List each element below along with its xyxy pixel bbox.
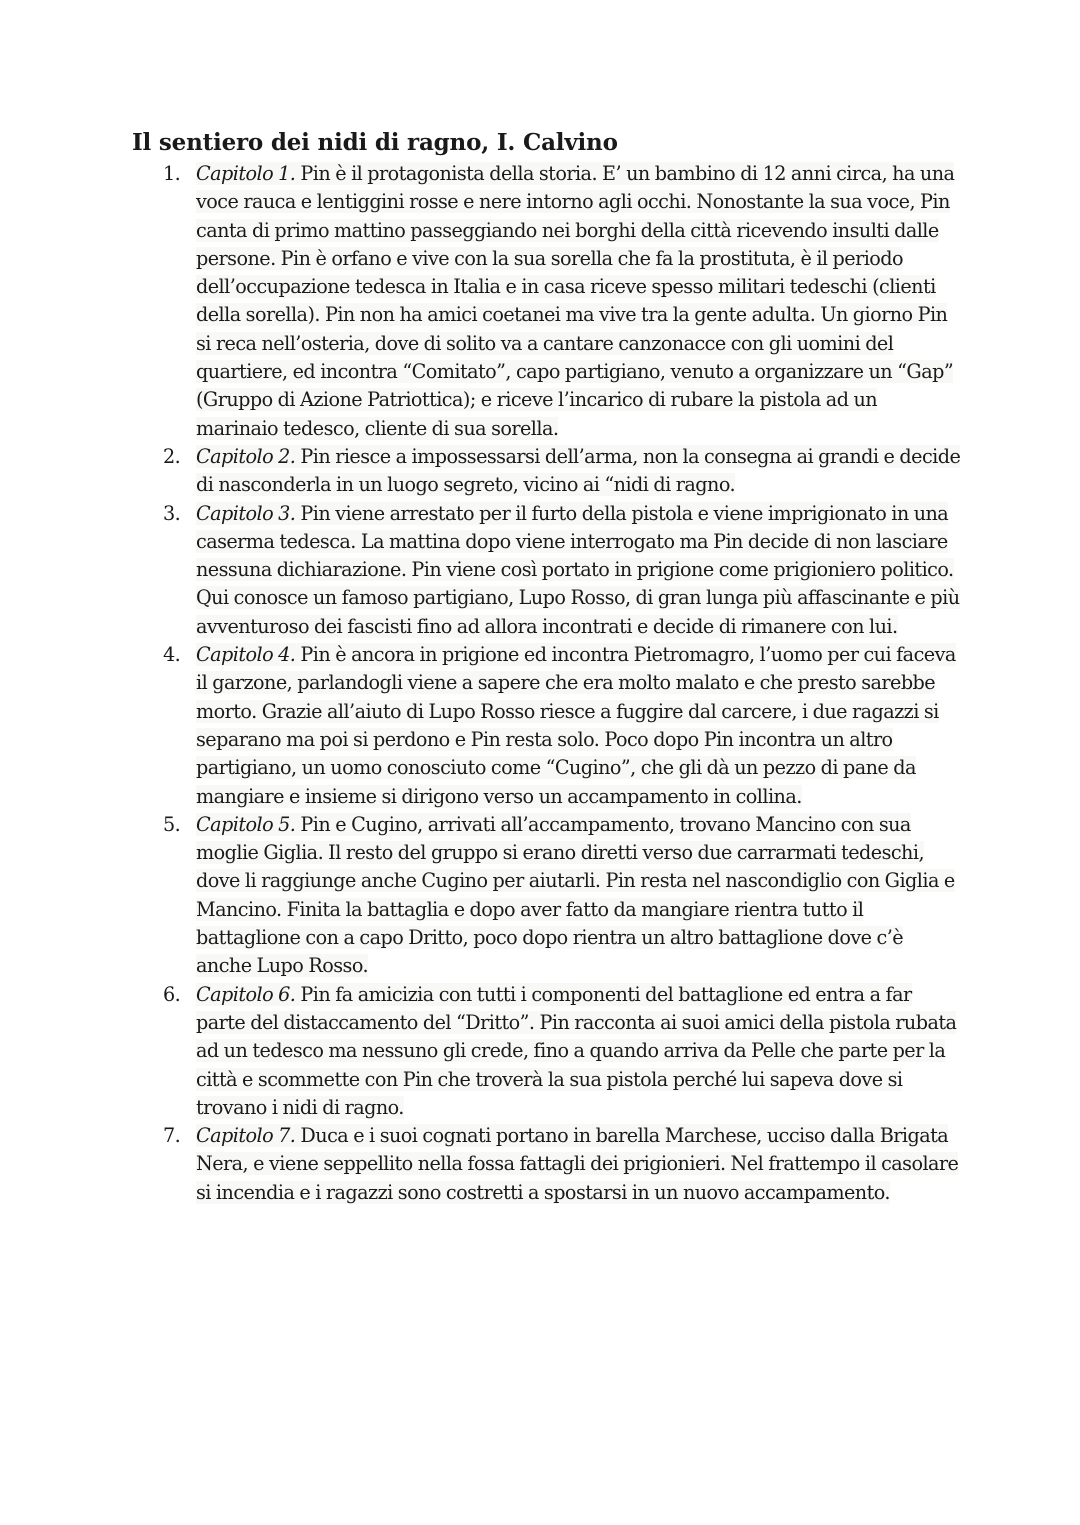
- chapter-item: [132, 641, 962, 811]
- chapter-item: [132, 811, 962, 981]
- chapter-heading: Capitolo 6.: [196, 982, 296, 1006]
- chapter-number: 2.: [163, 444, 181, 468]
- chapter-heading: Capitolo 1.: [196, 162, 296, 185]
- chapter-summary: Pin viene arrestato per il furto della pistola e viene imprigionato in una caserma tedesca. La mattina dopo viene interrogato ma Pin decide di non lasciare nessuna dichiarazione. Pin viene così portato in prigione come prigioniero politico. Qui conosce un famoso partigiano, Lupo Rosso, di gran lunga più affascinante e più avventuroso dei fascisti fino ad allora incontrati e decide di rimanere con lui.: [196, 501, 960, 638]
- chapter-summary: Duca e i suoi cognati portano in barella Marchese, ucciso dalla Brigata Nera, e viene seppellito nella fossa fattagli dei prigionieri. Nel frattempo il casolare si incendia e i ragazzi sono costretti a spostarsi in un nuovo accampamento.: [196, 1124, 959, 1204]
- chapter-number: 4.: [163, 643, 181, 667]
- chapter-number: 1.: [163, 162, 181, 185]
- chapter-item: [132, 500, 962, 641]
- chapter-item: [132, 1122, 962, 1207]
- chapter-item: [132, 981, 962, 1122]
- document-page: [132, 128, 962, 1207]
- document-title: Il sentiero dei nidi di ragno, I. Calvino: [132, 129, 618, 156]
- chapter-summary: Pin riesce a impossessarsi dell’arma, non la consegna ai grandi e decide di nasconderla in un luogo segreto, vicino ai “nidi di ragno.: [196, 444, 961, 497]
- chapter-number: 5.: [163, 812, 181, 836]
- chapter-number: 7.: [163, 1124, 181, 1148]
- chapter-number: 6.: [163, 982, 181, 1006]
- chapter-summary: Pin è ancora in prigione ed incontra Pietromagro, l’uomo per cui faceva il garzone, parlandogli viene a sapere che era molto malato e che presto sarebbe morto. Grazie all’aiuto di Lupo Rosso riesce a fuggire dal carcere, i due ragazzi si separano ma poi si perdono e Pin resta solo. Poco dopo Pin incontra un altro partigiano, un uomo conosciuto come “Cugino”, che gli dà un pezzo di pane da mangiare e insieme si dirigono verso un accampamento in collina.: [196, 643, 956, 808]
- chapter-heading: Capitolo 5.: [196, 812, 296, 836]
- chapter-heading: Capitolo 3.: [196, 501, 296, 525]
- chapter-heading: Capitolo 2.: [196, 444, 296, 468]
- chapter-summary: Pin e Cugino, arrivati all’accampamento, trovano Mancino con sua moglie Giglia. Il resto del gruppo si erano diretti verso due carrarmati tedeschi, dove li raggiunge anche Cugino per aiutarli. Pin resta nel nascondiglio con Giglia e Mancino. Finita la battaglia e dopo aver fatto da mangiare rientra tutto il battaglione con a capo Dritto, poco dopo rientra un altro battaglione dove c’è anche Lupo Rosso.: [196, 812, 955, 978]
- chapter-number: 3.: [163, 501, 181, 525]
- chapter-summary: Pin fa amicizia con tutti i componenti del battaglione ed entra a far parte del distaccamento del “Dritto”. Pin racconta ai suoi amici della pistola rubata ad un tedesco ma nessuno gli crede, fino a quando arriva da Pelle che parte per la città e scommette con Pin che troverà la sua pistola perché lui sapeva dove si trovano i nidi di ragno.: [196, 982, 957, 1119]
- chapter-item: [132, 160, 962, 443]
- chapter-item: [132, 443, 962, 500]
- chapter-heading: Capitolo 4.: [196, 643, 296, 667]
- chapter-list: [132, 160, 962, 1207]
- chapter-heading: Capitolo 7.: [196, 1124, 296, 1148]
- chapter-summary: Pin è il protagonista della storia. E’ un bambino di 12 anni circa, ha una voce rauca e lentiggini rosse e nere intorno agli occhi. Nonostante la sua voce, Pin canta di primo mattino passeggiando nei borghi della città ricevendo insulti dalle persone. Pin è orfano e vive con la sua sorella che fa la prostituta, è il periodo dell’occupazione tedesca in Italia e in casa riceve spesso militari tedeschi (clienti della sorella). Pin non ha amici coetanei ma vive tra la gente adulta. Un giorno Pin si reca nell’osteria, dove di solito va a cantare canzonacce con gli uomini del quartiere, ed incontra “Comitato”, capo partigiano, venuto a organizzare un “Gap” (Gruppo di Azione Patriottica); e riceve l’incarico di rubare la pistola ad un marinaio tedesco, cliente di sua sorella.: [196, 162, 955, 440]
